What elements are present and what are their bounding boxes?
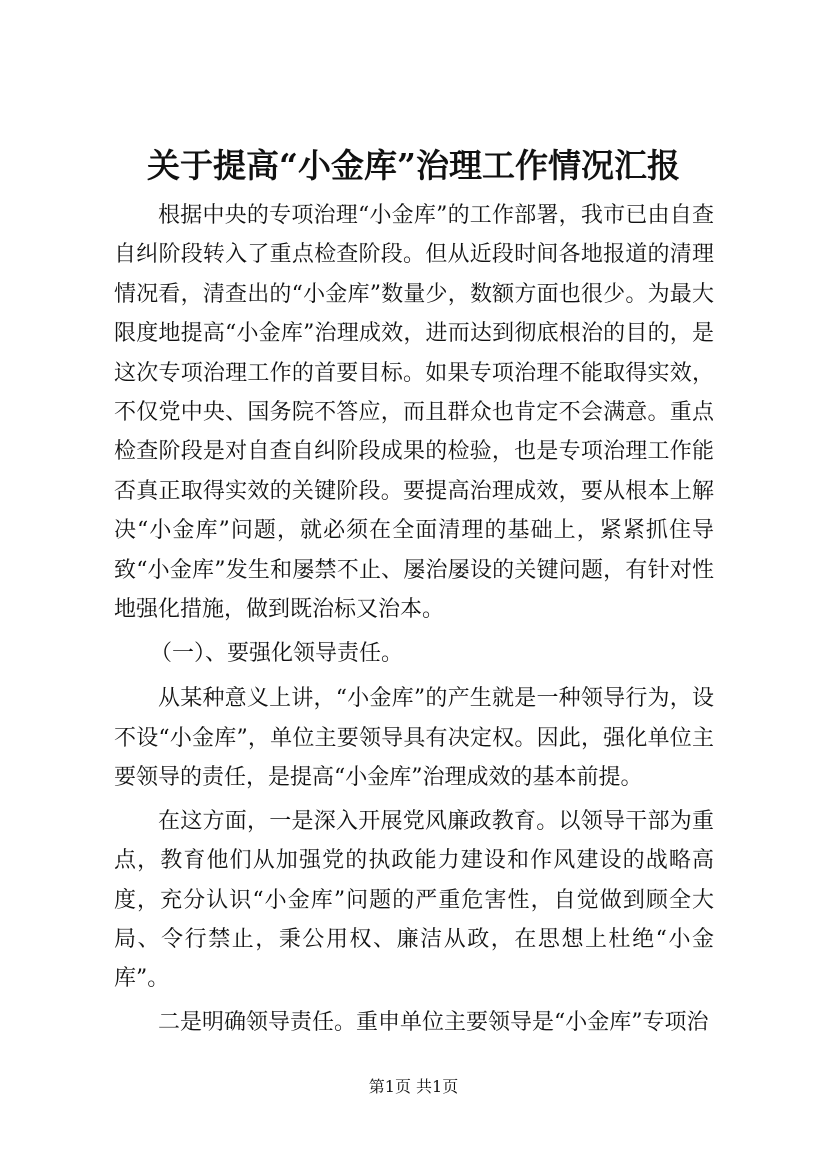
- paragraph-responsibility: 二是明确领导责任。重申单位主要领导是“小金库”专项治: [158, 1009, 709, 1035]
- document-body: [114, 196, 714, 1042]
- paragraph-education: 在这方面，一是深入开展党风廉政教育。以领导干部为重点，教育他们从加强党的执政能力建设和作风建设的战略高度，充分认识“小金库”问题的严重危害性，自觉做到顾全大局、令行禁止，秉公用权、廉洁从政，在思想上杜绝“小金库”。: [114, 808, 714, 992]
- paragraph-leadership: 从某种意义上讲，“小金库”的产生就是一种领导行为，设不设“小金库”，单位主要领导具有决定权。因此，强化单位主要领导的责任，是提高“小金库”治理成效的基本前提。: [114, 686, 714, 791]
- document-title: 关于提高“小金库”治理工作情况汇报: [147, 146, 680, 185]
- page-footer: 第1页 共1页: [368, 1077, 459, 1096]
- section-heading-1: （一）、要强化领导责任。: [150, 641, 404, 667]
- paragraph-intro: 根据中央的专项治理“小金库”的工作部署，我市已由自查自纠阶段转入了重点检查阶段。但从近段时间各地报道的清理情况看，清查出的“小金库”数量少，数额方面也很少。为最大限度地提高“小金库”治理成效，进而达到彻底根治的目的，是这次专项治理工作的首要目标。如果专项治理不能取得实效，不仅党中央、国务院不答应，而且群众也肯定不会满意。重点检查阶段是对自查自纠阶段成果的检验，也是专项治理工作能否真正取得实效的关键阶段。要提高治理成效，要从根本上解决“小金库”问题，就必须在全面清理的基础上，紧紧抓住导致“小金库”发生和屡禁不止、屡治屡设的关键问题，有针对性地强化措施，做到既治标又治本。: [114, 203, 714, 623]
